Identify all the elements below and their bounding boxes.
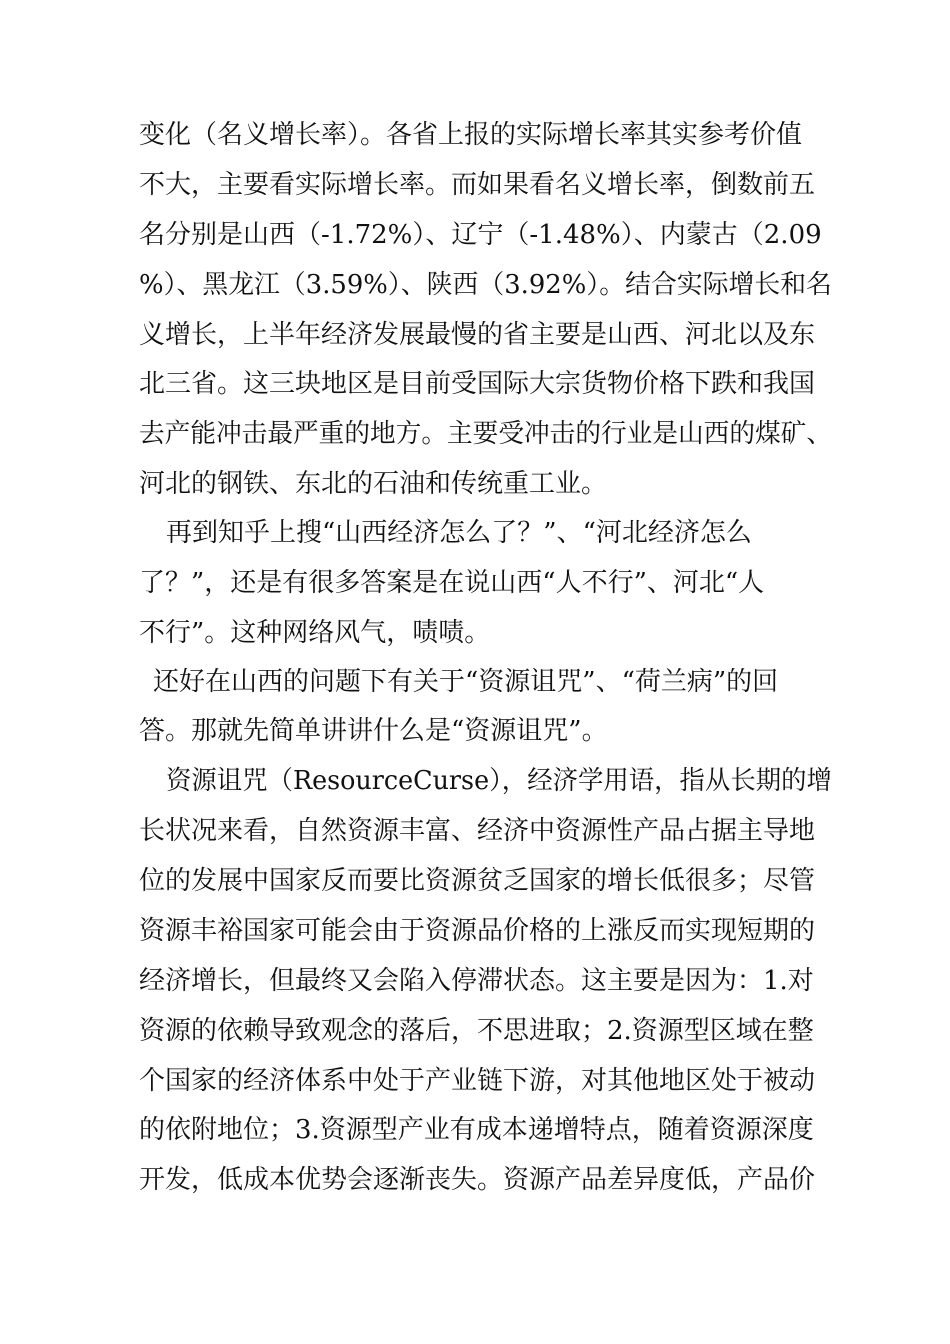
text-line: 再到知乎上搜“山西经济怎么了？”、“河北经济怎么 — [166, 518, 752, 548]
text-line: 了？”，还是有很多答案是在说山西“人不行”、河北“人 — [139, 568, 765, 598]
text-line: 开发，低成本优势会逐渐丧失。资源产品差异度低，产品价 — [139, 1165, 816, 1195]
text-line: 不大，主要看实际增长率。而如果看名义增长率，倒数前五 — [139, 170, 816, 200]
text-line: 个国家的经济体系中处于产业链下游，对其他地区处于被动 — [139, 1066, 816, 1096]
text-line: 资源诅咒（ResourceCurse），经济学用语，指从长期的增 — [166, 766, 832, 796]
text-line: %）、黑龙江（3.59%）、陕西（3.92%）。结合实际增长和名 — [139, 270, 832, 300]
text-line: 河北的钢铁、东北的石油和传统重工业。 — [139, 469, 608, 499]
text-line: 资源丰裕国家可能会由于资源品价格的上涨反而实现短期的 — [139, 916, 816, 946]
text-line: 还好在山西的问题下有关于“资源诅咒”、“荷兰病”的回 — [153, 667, 779, 697]
text-line: 位的发展中国家反而要比资源贫乏国家的增长低很多；尽管 — [139, 866, 816, 896]
text-line: 去产能冲击最严重的地方。主要受冲击的行业是山西的煤矿、 — [139, 419, 833, 449]
text-line: 资源的依赖导致观念的落后，不思进取；2.资源型区域在整 — [139, 1016, 814, 1046]
text-line: 的依附地位；3.资源型产业有成本递增特点，随着资源深度 — [139, 1115, 814, 1145]
text-line: 答。那就先简单讲讲什么是“资源诅咒”。 — [139, 716, 608, 746]
text-line: 北三省。这三块地区是目前受国际大宗货物价格下跌和我国 — [139, 369, 816, 399]
text-line: 名分别是山西（-1.72%）、辽宁（-1.48%）、内蒙古（2.09 — [139, 220, 822, 250]
text-line: 义增长，上半年经济发展最慢的省主要是山西、河北以及东 — [139, 320, 816, 350]
text-line: 长状况来看，自然资源丰富、经济中资源性产品占据主导地 — [139, 816, 816, 846]
text-line: 不行”。这种网络风气，啧啧。 — [139, 618, 491, 648]
text-line: 变化（名义增长率）。各省上报的实际增长率其实参考价值 — [139, 120, 803, 150]
text-line: 经济增长，但最终又会陷入停滞状态。这主要是因为：1.对 — [139, 966, 814, 996]
